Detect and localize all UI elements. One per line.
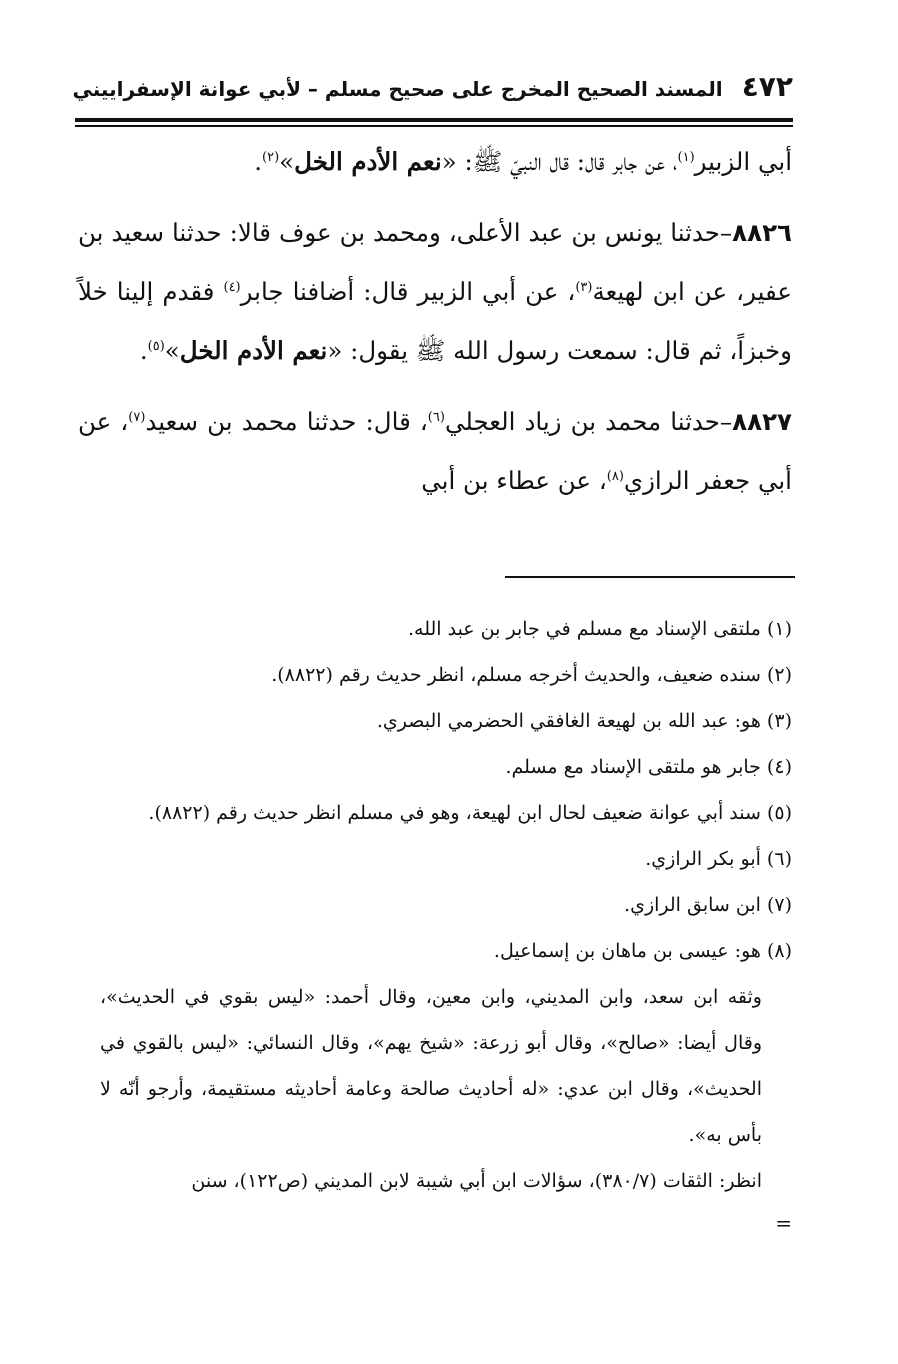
page-number: ٤٧٢ [741,70,793,103]
running-header [72,70,793,120]
footnotes [100,606,792,1236]
footnote-separator [505,576,795,578]
hadith-8826: ٨٨٢٦–حدثنا يونس بن عبد الأعلى، ومحمد بن عوف قالا: حدثنا سعيد بن عفير، عن ابن لهيعة$^{(٣)}$، عن أبي الزبير قال: أضافنا جابر$^{(٤)}$ فقدم إلينا خلاً وخبزاً، ثم قال: سمعت رسول الله ﷺ يقول: «نعم الأدم الخل»$^{(٥)}$. [78,218,792,365]
footnote-ref-4[interactable]: (٤) [223,279,241,295]
footnote-8-references: انظر: الثقات (٣٨٠/٧)، سؤالات ابن أبي شيبة لابن المديني (ص١٢٢)، سنن [191,1170,762,1192]
footnote-ref-8[interactable]: (٨) [606,468,624,484]
footnote-ref-7[interactable]: (٧) [128,409,146,425]
footnote-7: (٧) ابن سابق الرازي. [624,894,792,916]
footnote-2: (٢) سنده ضعيف، والحديث أخرجه مسلم، انظر حديث رقم (٨٨٢٢). [271,664,792,686]
footnote-3: (٣) هو: عبد الله بن لهيعة الغافقي الحضرمي البصري. [376,710,792,732]
footnote-8-detail: وثقه ابن سعد، وابن المديني، وابن معين، وقال أحمد: «ليس بقوي في الحديث»، وقال أيضا: «صالح»، وقال أبو زرعة: «شيخ يهم»، وقال النسائي: «ليس بالقوي في الحديث»، وقال ابن عدي: «له أحاديث صالحة وعامة أحاديثه مستقيمة، وأرجو أنّه لا بأس به». [100,986,762,1146]
footnote-5: (٥) سند أبي عوانة ضعيف لحال ابن لهيعة، وهو في مسلم انظر حديث رقم (٨٨٢٢). [148,802,792,824]
footnote-ref-1[interactable]: (١) [677,149,695,165]
footnote-6: (٦) أبو بكر الرازي. [645,848,792,870]
header-rule-thick [75,118,793,122]
footnote-ref-6[interactable]: (٦) [427,409,445,425]
header-title: المسند الصحيح المخرج على صحيح مسلم – لأبي عوانة الإسفراييني [72,77,723,101]
hadith-continuation: أبي الزبير$^{(١)}$، عن جابر قال: قال النبيّ ﷺ: «نعم الأدم الخل»$^{(٢)}$. [254,147,792,176]
hadith-number-8827: ٨٨٢٧ [732,407,792,436]
footnote-ref-3[interactable]: (٣) [575,279,593,295]
footnote-ref-5[interactable]: (٥) [147,338,165,354]
footnote-ref-2[interactable]: (٢) [262,149,280,165]
hadith-8827: ٨٨٢٧–حدثنا محمد بن زياد العجلي$^{(٦)}$، قال: حدثنا محمد بن سعيد$^{(٧)}$، عن أبي جعفر الرازي$^{(٨)}$، عن عطاء بن أبي [78,407,792,495]
main-text [78,132,792,510]
hadith-number-8826: ٨٨٢٦ [732,218,792,247]
footnote-1: (١) ملتقى الإسناد مع مسلم في جابر بن عبد الله. [407,618,792,640]
header-rule-thin [75,125,793,127]
continuation-mark: = [775,1211,792,1235]
prophetic-text: نعم الأدم الخل [179,336,328,365]
footnote-4: (٤) جابر هو ملتقى الإسناد مع مسلم. [505,756,792,778]
footnote-8: (٨) هو: عيسى بن ماهان بن إسماعيل. [493,940,792,962]
prophetic-text: نعم الأدم الخل [294,147,442,176]
